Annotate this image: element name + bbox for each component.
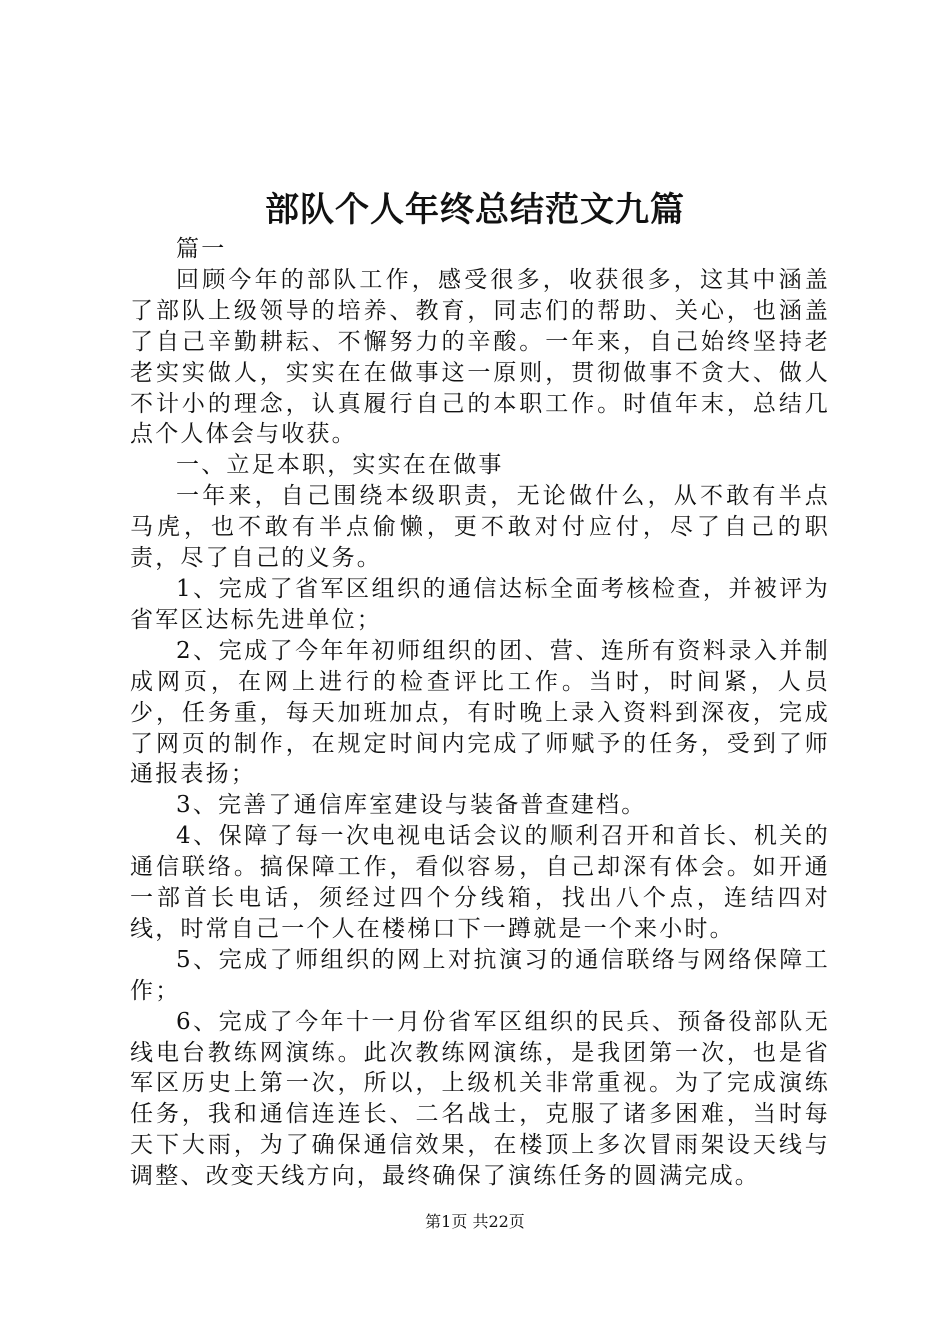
- section-heading-duty: 一、立足本职，实实在在做事: [176, 452, 504, 479]
- list-item-1: 1、完成了省军区组织的通信达标全面考核检查，并被评为省军区达标先进单位；: [130, 575, 830, 633]
- list-item-4: 4、保障了每一次电视电话会议的顺利召开和首长、机关的通信联络。搞保障工作，看似容易，自己却深有体会。如开通一部首长电话，须经过四个分线箱，找出八个点，连结四对线，时常自己一个人在楼梯口下一蹲就是一个来小时。: [130, 823, 830, 942]
- paragraph-duty: 一年来，自己围绕本级职责，无论做什么，从不敢有半点马虎，也不敢有半点偷懒，更不敢对付应付，尽了自己的职责，尽了自己的义务。: [130, 483, 830, 572]
- list-item-5: 5、完成了师组织的网上对抗演习的通信联络与网络保障工作；: [130, 946, 830, 1004]
- section-heading-part-one: 篇一: [176, 236, 227, 262]
- list-item-2: 2、完成了今年年初师组织的团、营、连所有资料录入并制成网页，在网上进行的检查评比工作。当时，时间紧，人员少，任务重，每天加班加点，有时晚上录入资料到深夜，完成了网页的制作，在规定时间内完成了师赋予的任务，受到了师通报表扬；: [130, 637, 830, 788]
- document-body: [130, 234, 830, 1192]
- list-item-3: 3、完善了通信库室建设与装备普查建档。: [176, 792, 647, 819]
- list-item-6: 6、完成了今年十一月份省军区组织的民兵、预备役部队无线电台教练网演练。此次教练网演练，是我团第一次，也是省军区历史上第一次，所以，上级机关非常重视。为了完成演练任务，我和通信连连长、二名战士，克服了诸多困难，当时每天下大雨，为了确保通信效果，在楼顶上多次冒雨架设天线与调整、改变天线方向，最终确保了演练任务的圆满完成。: [130, 1008, 830, 1190]
- paragraph-intro: 回顾今年的部队工作，感受很多，收获很多，这其中涵盖了部队上级领导的培养、教育，同志们的帮助、关心，也涵盖了自己辛勤耕耘、不懈努力的辛酸。一年来，自己始终坚持老老实实做人，实实在在做事这一原则，贯彻做事不贪大、做人不计小的理念，认真履行自己的本职工作。时值年末，总结几点个人体会与收获。: [130, 266, 830, 448]
- page-number-footer: 第1页 共22页: [425, 1212, 525, 1231]
- document-title: 部队个人年终总结范文九篇: [265, 190, 685, 230]
